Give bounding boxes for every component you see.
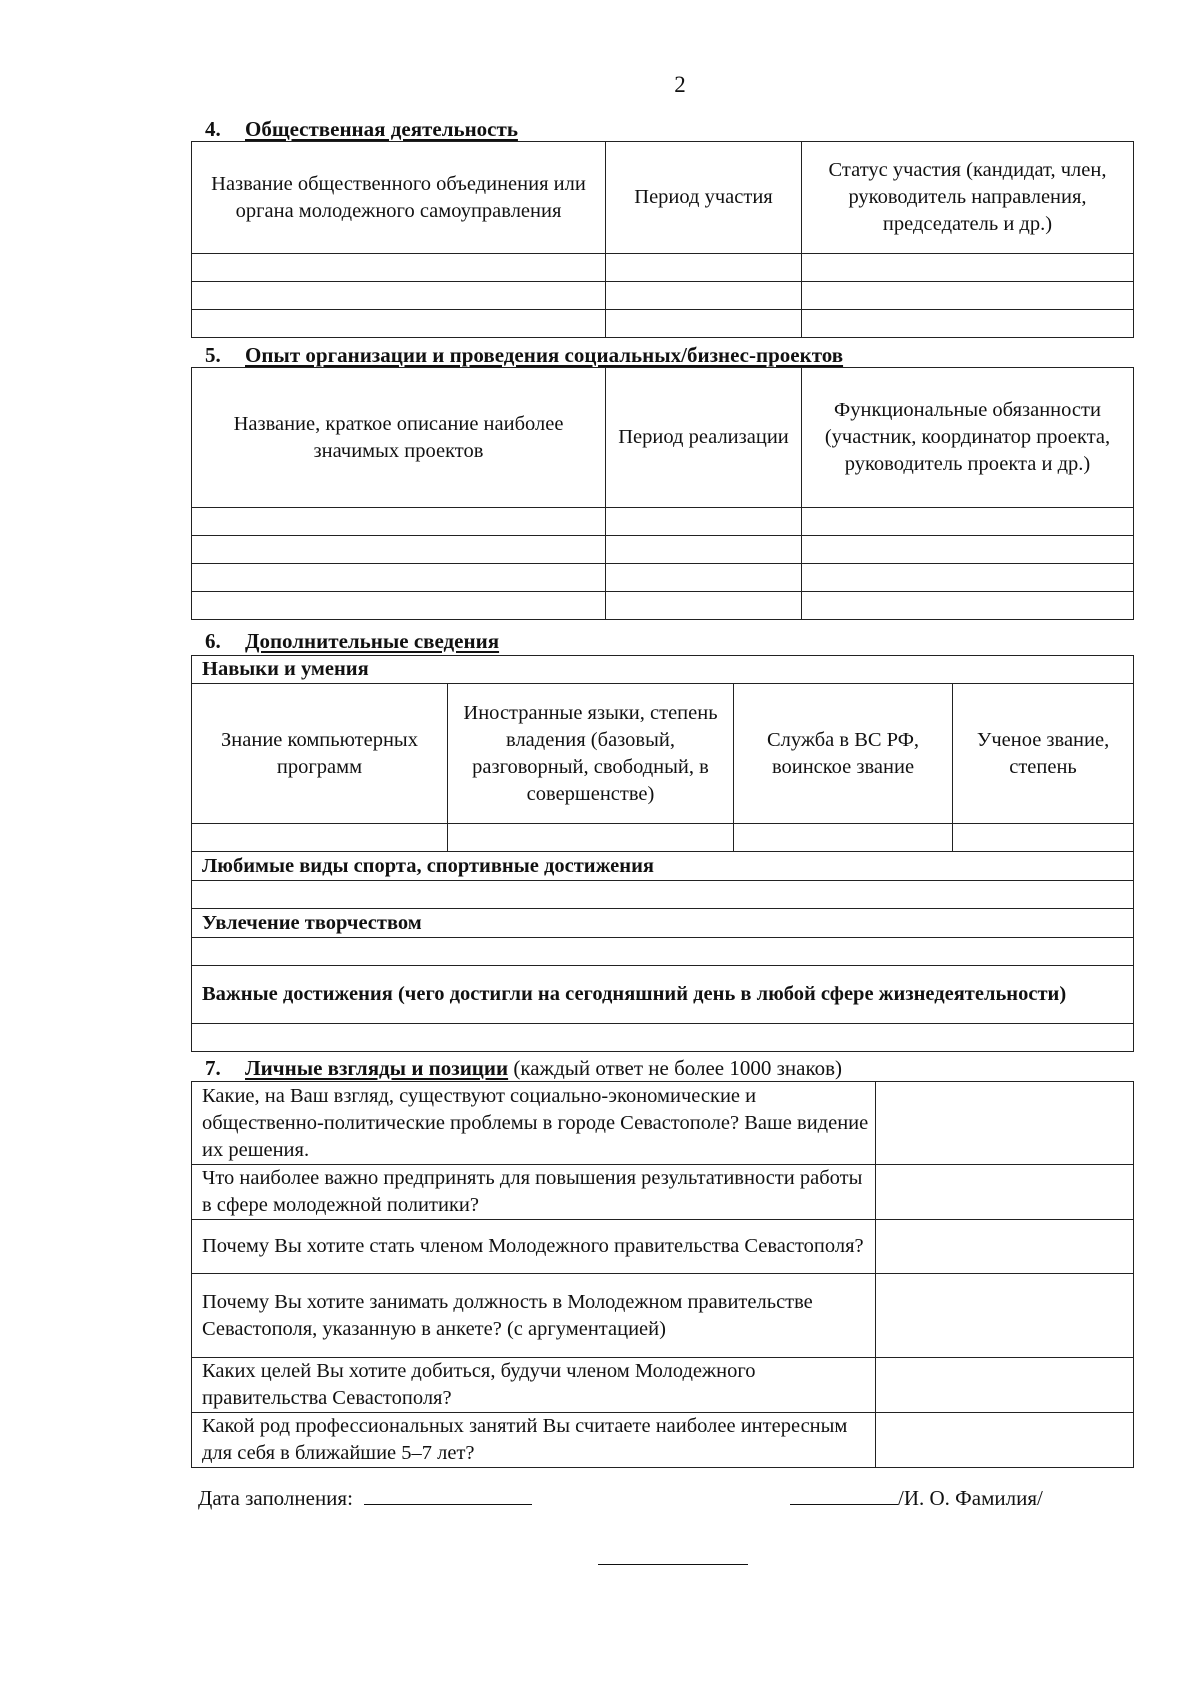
section5-table (191, 367, 1134, 620)
question-cell: Что наиболее важно предпринять для повышения результативности работы в сфере молодежной политики? (192, 1165, 876, 1220)
section4-number: 4. (205, 117, 221, 141)
header-foreign-languages: Иностранные языки, степень владения (базовый, разговорный, свободный, в совершенстве) (448, 684, 734, 824)
table-row (192, 254, 1134, 282)
empty-cell[interactable] (192, 824, 448, 852)
empty-cell[interactable] (192, 536, 606, 564)
question-cell: Почему Вы хотите стать членом Молодежного правительства Севастополя? (192, 1220, 876, 1274)
section7-table (191, 1081, 1134, 1468)
section5-header-duties: Функциональные обязанности (участник, координатор проекта, руководитель проекта и др.) (802, 368, 1134, 508)
signature-label: /И. О. Фамилия/ (898, 1486, 1043, 1510)
empty-cell[interactable] (953, 824, 1134, 852)
empty-cell[interactable] (192, 282, 606, 310)
section5-number: 5. (205, 343, 221, 367)
empty-cell[interactable] (606, 508, 802, 536)
empty-cell[interactable] (192, 508, 606, 536)
table-row (192, 310, 1134, 338)
table-row (192, 1274, 1134, 1358)
section4-table (191, 141, 1134, 338)
header-computer-skills: Знание компьютерных программ (192, 684, 448, 824)
section6-heading (205, 629, 499, 654)
section4-heading (205, 117, 518, 142)
table-row (192, 564, 1134, 592)
section7-number: 7. (205, 1056, 221, 1080)
table-row (192, 536, 1134, 564)
table-row (192, 1024, 1134, 1052)
empty-cell[interactable] (606, 282, 802, 310)
empty-cell[interactable] (192, 881, 1134, 909)
section5-heading (205, 343, 843, 368)
date-blank-line[interactable] (364, 1482, 532, 1505)
answer-cell[interactable] (876, 1358, 1134, 1413)
empty-cell[interactable] (802, 254, 1134, 282)
achievements-title: Важные достижения (чего достигли на сегодняшний день в любой сфере жизнедеятельности) (192, 966, 1134, 1024)
empty-cell[interactable] (192, 564, 606, 592)
answer-cell[interactable] (876, 1082, 1134, 1165)
empty-cell[interactable] (802, 564, 1134, 592)
table-row (192, 592, 1134, 620)
section4-header-name: Название общественного объединения или органа молодежного самоуправления (192, 142, 606, 254)
signature-blank-line[interactable] (790, 1482, 898, 1505)
section4-header-status: Статус участия (кандидат, член, руководитель направления, председатель и др.) (802, 142, 1134, 254)
date-field (198, 1482, 532, 1511)
section4-title: Общественная деятельность (245, 117, 518, 141)
table-row (192, 1165, 1134, 1220)
header-military-service: Служба в ВС РФ, воинское звание (734, 684, 953, 824)
section6-title: Дополнительные сведения (245, 629, 500, 653)
question-cell: Каких целей Вы хотите добиться, будучи членом Молодежного правительства Севастополя? (192, 1358, 876, 1413)
empty-cell[interactable] (606, 310, 802, 338)
empty-cell[interactable] (192, 938, 1134, 966)
answer-cell[interactable] (876, 1165, 1134, 1220)
empty-cell[interactable] (192, 310, 606, 338)
section5-header-period: Период реализации (606, 368, 802, 508)
date-label: Дата заполнения: (198, 1486, 353, 1510)
section7-title: Личные взгляды и позиции (245, 1056, 509, 1080)
table-row (192, 508, 1134, 536)
empty-cell[interactable] (606, 564, 802, 592)
section5-title: Опыт организации и проведения социальных/бизнес-проектов (245, 343, 844, 367)
table-row (192, 1413, 1134, 1468)
header-academic-degree: Ученое звание, степень (953, 684, 1134, 824)
section7-note: (каждый ответ не более 1000 знаков) (513, 1056, 843, 1080)
answer-cell[interactable] (876, 1274, 1134, 1358)
section5-header-name: Название, краткое описание наиболее значимых проектов (192, 368, 606, 508)
empty-cell[interactable] (606, 536, 802, 564)
creative-title: Увлечение творчеством (192, 909, 1134, 938)
empty-cell[interactable] (802, 592, 1134, 620)
empty-cell[interactable] (606, 254, 802, 282)
question-cell: Какие, на Ваш взгляд, существуют социально-экономические и общественно-политические проблемы в городе Севастополе? Ваше видение их решения. (192, 1082, 876, 1165)
empty-cell[interactable] (802, 310, 1134, 338)
empty-cell[interactable] (802, 536, 1134, 564)
table-row (192, 938, 1134, 966)
table-row (192, 282, 1134, 310)
section6-table (191, 655, 1134, 1052)
question-cell: Почему Вы хотите занимать должность в Молодежном правительстве Севастополя, указанную в анкете? (с аргументацией) (192, 1274, 876, 1358)
page-number: 2 (674, 72, 686, 97)
table-row (192, 881, 1134, 909)
section7-heading (205, 1056, 842, 1081)
section6-number: 6. (205, 629, 221, 653)
empty-cell[interactable] (606, 592, 802, 620)
empty-cell[interactable] (448, 824, 734, 852)
empty-cell[interactable] (802, 282, 1134, 310)
skills-title: Навыки и умения (192, 656, 1134, 684)
answer-cell[interactable] (876, 1413, 1134, 1468)
empty-cell[interactable] (734, 824, 953, 852)
question-cell: Какой род профессиональных занятий Вы считаете наиболее интересным для себя в ближайшие 5–7 лет? (192, 1413, 876, 1468)
empty-cell[interactable] (192, 592, 606, 620)
signature-field (790, 1482, 1043, 1511)
empty-cell[interactable] (192, 1024, 1134, 1052)
table-row (192, 1220, 1134, 1274)
end-divider (598, 1564, 748, 1565)
table-row (192, 824, 1134, 852)
answer-cell[interactable] (876, 1220, 1134, 1274)
table-row (192, 1358, 1134, 1413)
empty-cell[interactable] (802, 508, 1134, 536)
table-row (192, 1082, 1134, 1165)
sport-title: Любимые виды спорта, спортивные достижения (192, 852, 1134, 881)
empty-cell[interactable] (192, 254, 606, 282)
section4-header-period: Период участия (606, 142, 802, 254)
